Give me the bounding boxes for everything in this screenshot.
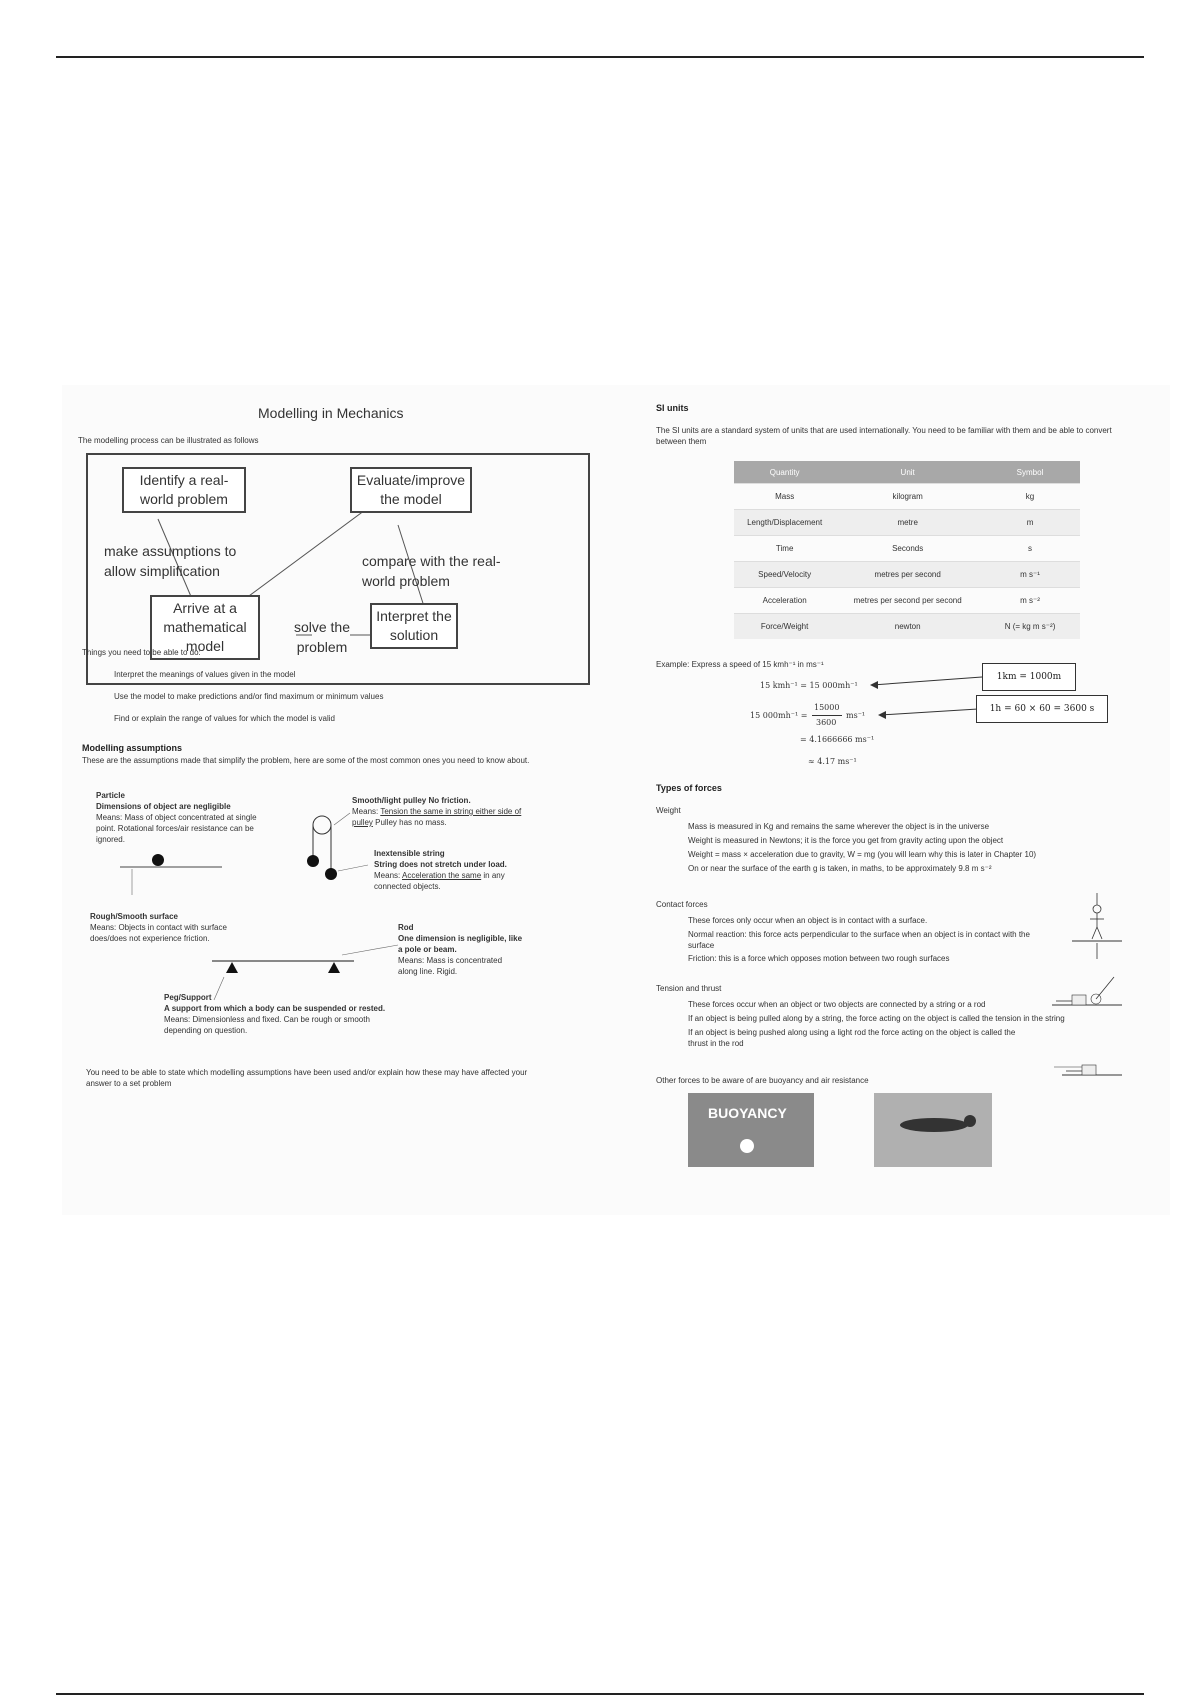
rough-title: Rough/Smooth surface	[90, 912, 179, 921]
table-cell: metres per second	[835, 562, 980, 588]
identify-box: Identify a real-world problem	[122, 467, 246, 513]
things-item: Use the model to make predictions and/or find maximum or minimum values	[114, 692, 384, 701]
contact-heading: Contact forces	[656, 900, 708, 909]
table-cell: metres per second per second	[835, 588, 980, 614]
types-heading: Types of forces	[656, 783, 722, 793]
particle-desc: Means: Mass of object concentrated at single point. Rotational forces/air resistance can be ignored.	[96, 813, 257, 844]
weight-line: On or near the surface of the earth g is taken, in maths, to be approximately 9.8 m s⁻²	[688, 864, 992, 873]
page-title: Modelling in Mechanics	[258, 405, 404, 421]
pulley-rest: Pulley has no mass.	[375, 818, 447, 827]
table-header: Quantity	[734, 461, 835, 484]
weight-line: Weight is measured in Newtons; it is the force you get from gravity acting upon the object	[688, 836, 1004, 845]
contact-line: Normal reaction: this force acts perpendicular to the surface when an object is in contact with the surface	[688, 930, 1030, 950]
conversion-box-km: 1km = 1000m	[982, 663, 1076, 691]
assumptions-intro: These are the assumptions made that simplify the problem, here are some of the most common ones you need to know about.	[82, 756, 530, 765]
skydiver-icon	[874, 1093, 992, 1167]
things-item: Interpret the meanings of values given in the model	[114, 670, 296, 679]
particle-title: Particle	[96, 791, 125, 800]
math-line-2b: ms⁻¹	[846, 711, 866, 720]
table-header-row	[734, 461, 1080, 484]
math-line-3: = 4.1666666 ms⁻¹	[800, 735, 875, 744]
weight-line: Mass is measured in Kg and remains the same wherever the object is in the universe	[688, 822, 990, 831]
interpret-box: Interpret the solution	[370, 603, 458, 649]
assumptions-heading: Modelling assumptions	[82, 743, 183, 753]
buoyancy-image	[688, 1093, 814, 1167]
table-cell: m s⁻¹	[980, 562, 1080, 588]
table-row	[734, 510, 1080, 536]
tension-line: If an object is being pulled along by a string, the force acting on the object is called the tension in the string	[688, 1014, 1065, 1023]
table-cell: newton	[835, 614, 980, 640]
ball-icon	[740, 1139, 754, 1153]
string-title: Inextensible string	[374, 849, 445, 858]
peg-title: Peg/Support	[164, 993, 212, 1002]
table-cell: metre	[835, 510, 980, 536]
table-cell: Length/Displacement	[734, 510, 835, 536]
table-cell: m	[980, 510, 1080, 536]
string-desc	[374, 870, 524, 892]
si-heading: SI units	[656, 403, 689, 413]
table-cell: Acceleration	[734, 588, 835, 614]
scanned-page	[62, 385, 1170, 1215]
si-table	[734, 461, 1080, 639]
example-text: Example: Express a speed of 15 kmh⁻¹ in ms⁻¹	[656, 660, 824, 669]
table-row	[734, 614, 1080, 640]
buoyancy-label: BUOYANCY	[708, 1105, 787, 1121]
evaluate-box: Evaluate/improve the model	[350, 467, 472, 513]
other-forces-text: Other forces to be aware of are buoyancy and air resistance	[656, 1076, 869, 1085]
table-row	[734, 484, 1080, 510]
table-cell: Force/Weight	[734, 614, 835, 640]
pulley-desc	[352, 806, 524, 828]
string-underlined: Acceleration the same	[402, 871, 482, 880]
solve-text: solve the problem	[293, 619, 351, 655]
table-cell: kg	[980, 484, 1080, 510]
arrive-box: Arrive at a mathematical model	[150, 595, 260, 660]
closing-text: You need to be able to state which modelling assumptions have been used and/or explain how these may have affected your answer to a set problem	[86, 1068, 528, 1088]
peg-desc: Means: Dimensionless and fixed. Can be rough or smooth depending on question.	[164, 1015, 370, 1035]
table-row	[734, 562, 1080, 588]
conversion-box-h: 1h = 60 × 60 = 3600 s	[976, 695, 1108, 723]
table-cell: kilogram	[835, 484, 980, 510]
bottom-rule	[56, 1693, 1144, 1695]
table-cell: Speed/Velocity	[734, 562, 835, 588]
table-cell: s	[980, 536, 1080, 562]
compare-text: compare with the real-world problem	[362, 553, 501, 589]
rod-title: Rod	[398, 923, 414, 932]
table-header: Unit	[835, 461, 980, 484]
table-cell: m s⁻²	[980, 588, 1080, 614]
math-line-1: 15 kmh⁻¹ = 15 000mh⁻¹	[760, 681, 858, 690]
table-row	[734, 536, 1080, 562]
table-cell: Seconds	[835, 536, 980, 562]
pulley-title: Smooth/light pulley No friction.	[352, 796, 471, 805]
table-header: Symbol	[980, 461, 1080, 484]
peg-subtitle: A support from which a body can be suspended or rested.	[164, 1004, 386, 1013]
math-frac-num: 15000	[814, 703, 840, 712]
table-cell: N (= kg m s⁻²)	[980, 614, 1080, 640]
math-line-4: ≈ 4.17 ms⁻¹	[808, 757, 857, 766]
tension-heading: Tension and thrust	[656, 984, 722, 993]
si-intro: The SI units are a standard system of units that are used internationally. You need to be familiar with them and be able to convert between them	[656, 426, 1112, 446]
pulley-means: Means:	[352, 807, 379, 816]
weight-line: Weight = mass × acceleration due to gravity, W = mg (you will learn why this is later in Chapter 10)	[688, 850, 1037, 859]
table-cell: Mass	[734, 484, 835, 510]
tension-line: These forces occur when an object or two objects are connected by a string or a rod	[688, 1000, 986, 1009]
math-frac-den: 3600	[816, 718, 837, 727]
table-cell: Time	[734, 536, 835, 562]
math-line-2a: 15 000mh⁻¹ =	[750, 711, 808, 720]
rod-subtitle: One dimension is negligible, like a pole or beam.	[398, 934, 523, 954]
skydiver-image	[874, 1093, 992, 1167]
intro-text: The modelling process can be illustrated as follows	[78, 436, 259, 445]
weight-heading: Weight	[656, 806, 681, 815]
tension-line: If an object is being pushed along using a light rod the force acting on the object is called the thrust in the rod	[688, 1028, 1016, 1048]
string-subtitle: String does not stretch under load.	[374, 860, 507, 869]
particle-subtitle: Dimensions of object are negligible	[96, 802, 231, 811]
string-means: Means:	[374, 871, 401, 880]
pulley-underlined: Tension the same in string either side of pulley	[352, 807, 522, 827]
things-heading: Things you need to be able to do:	[82, 648, 201, 657]
rod-desc: Means: Mass is concentrated along line. Rigid.	[398, 956, 503, 976]
contact-line: Friction: this is a force which opposes motion between two rough surfaces	[688, 954, 950, 963]
string-rest: in any connected objects.	[374, 871, 505, 891]
rough-desc: Means: Objects in contact with surface does/does not experience friction.	[90, 923, 227, 943]
assumptions-text: make assumptions to allow simplification	[104, 543, 237, 579]
force-diagrams	[1052, 885, 1152, 1085]
things-item: Find or explain the range of values for which the model is valid	[114, 714, 336, 723]
top-rule	[56, 56, 1144, 58]
table-row	[734, 588, 1080, 614]
contact-line: These forces only occur when an object is in contact with a surface.	[688, 916, 928, 925]
